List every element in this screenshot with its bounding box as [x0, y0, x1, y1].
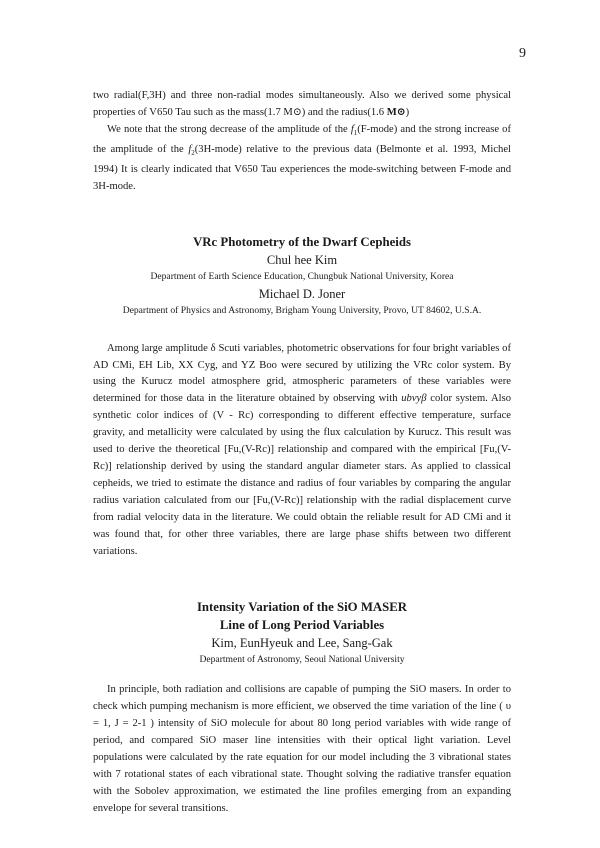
section-vrc-photometry: [93, 233, 511, 319]
continuation-paragraph-2: We note that the strong decrease of the amplitude of the $f_1(F-mode)$ and the strong increase of the amplitude of the $f_2(3H-mode)$ relative to the previous data (Belmonte et al. 1993, Michel 1994) It is clearly indicated that V650 Tau experiences the mode-switching between F-mode and 3H-mode.: [93, 123, 511, 192]
affiliation: Department of Earth Science Education, Chungbuk National University, Korea: [150, 270, 454, 282]
page-number: 9: [519, 46, 526, 61]
section-sio-maser: [93, 598, 511, 668]
abstract-paragraph: Among large amplitude δ Scuti variables, photometric observations for four bright variables of AD CMi, EH Lib, XX Cyg, and YZ Boo were secured by utilizing the VRc color system. By using the Kurucz model atmosphere grid, atmospheric parameters of these variables were determined for those data in the literature obtained by observing with ubvyβ color system. Also synthetic color indices of (V - Rc) corresponding to different effective temperature, surface gravity, and metallicity were calculated by using the flux calculation by Kurucz. This result was used to derive the theoretical [Fu,(V-Rc)] relationship and compared with the empirical [Fu,(V-Rc)] relationship derived by using the standard angular diameter stars. As applied to classical cepheids, we tried to estimate the distance and radius of four variables by comparing the angular radius variation calculated from our [Fu,(V-Rc)] relationship with the radial displacement curve from radial velocity data in the literature. We could obtain the reliable result for AD CMi and it was found that, for other three variables, there are large phase shifts between two different variations.: [93, 342, 512, 557]
section-title: VRc Photometry of the Dwarf Cepheids: [193, 234, 411, 249]
affiliation: Department of Physics and Astronomy, Brigham Young University, Provo, UT 84602, U.S.A.: [122, 304, 482, 316]
author: Chul hee Kim: [266, 252, 338, 267]
continuation-paragraph-1: two radial(F,3H) and three non-radial modes simultaneously. Also we derived some physical properties of V650 Tau such as the mass(1.7 M⊙) and the radius(1.6 M⊙): [93, 90, 511, 118]
section-title: Intensity Variation of the SiO MASER: [196, 600, 408, 615]
authors: Kim, EunHyeuk and Lee, Sang-Gak: [211, 636, 393, 651]
author: Michael D. Joner: [258, 286, 346, 301]
section-title: Line of Long Period Variables: [219, 618, 385, 633]
page-content: [93, 88, 511, 818]
affiliation: Department of Astronomy, Seoul National University: [199, 654, 405, 666]
abstract-paragraph: In principle, both radiation and collisions are capable of pumping the SiO masers. In order to check which pumping mechanism is more efficient, we observed the time variation of the line ( υ = 1, J = 2-1 ) intensity of SiO molecule for about 80 long period variables with wide range of period, and compared SiO maser line intensities with their optical light variation. Level populations were calculated by the rate equation for our model including the 3 vibrational states with 7 rotational states of each vibrational state. Thought solving the radiative transfer equation with the Sobolev approximation, we estimated the line profiles emerging from an expanding envelope for several transitions.: [93, 684, 511, 814]
